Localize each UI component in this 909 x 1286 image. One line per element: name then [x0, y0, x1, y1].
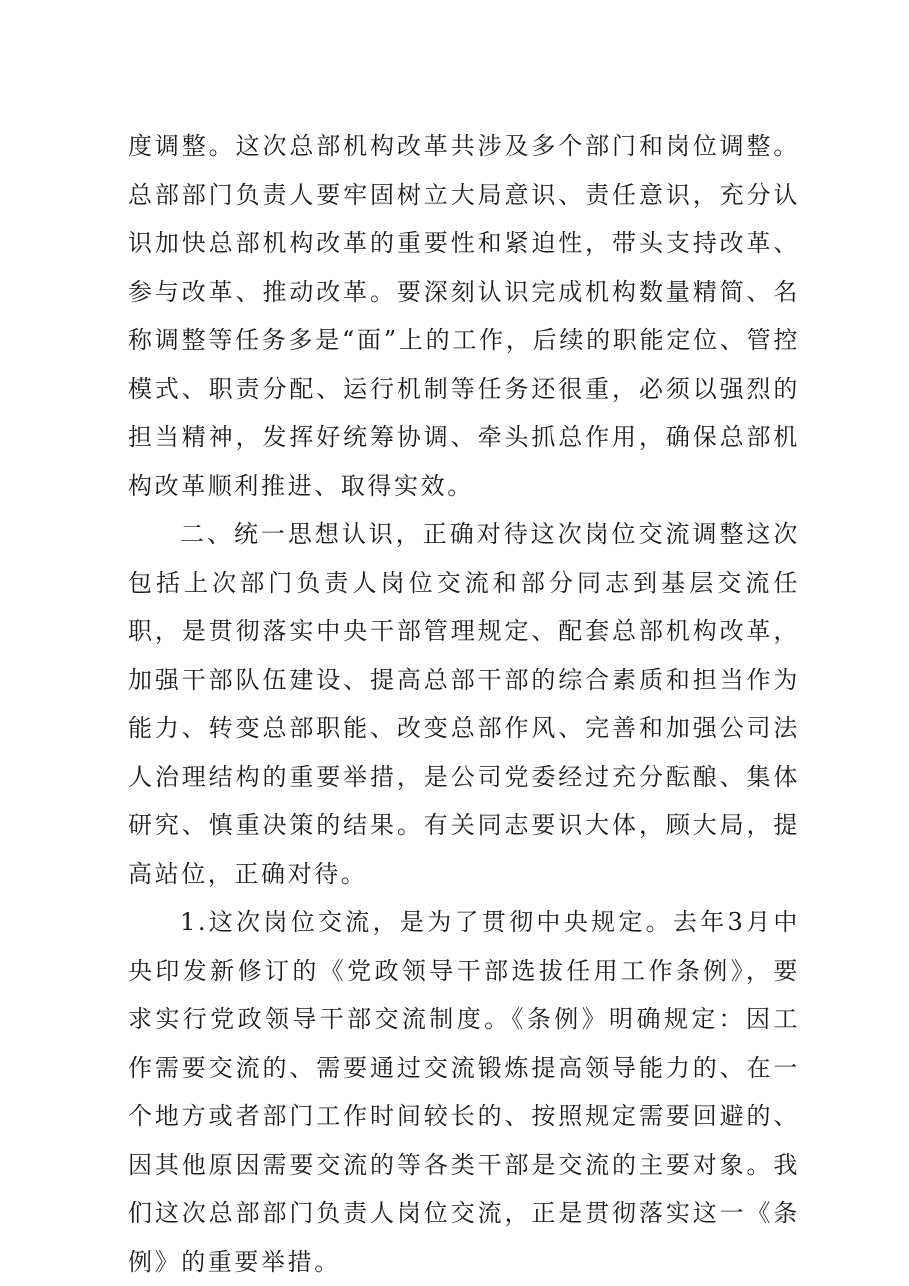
paragraph-2: 二、统一思想认识，正确对待这次岗位交流调整这次包括上次部门负责人岗位交流和部分同志到基层交流任职，是贯彻落实中央干部管理规定、配套总部机构改革，加强干部队伍建设、提高总部干部的综合素质和担当作为能力、转变总部职能、改变总部作风、完善和加强公司法人治理结构的重要举措，是公司党委经过充分酝酿、集体研究、慎重决策的结果。有关同志要识大体，顾大局，提高站位，正确对待。 [128, 520, 800, 888]
paragraph-1: 度调整。这次总部机构改革共涉及多个部门和岗位调整。总部部门负责人要牢固树立大局意识、责任意识，充分认识加快总部机构改革的重要性和紧迫性，带头支持改革、参与改革、推动改革。要深刻认识完成机构数量精简、名称调整等任务多是“面”上的工作，后续的职能定位、管控模式、职责分配、运行机制等任务还很重，必须以强烈的担当精神，发挥好统筹协调、牵头抓总作用，确保总部机构改革顺利推进、取得实效。 [128, 132, 800, 500]
document-body [128, 122, 800, 1286]
paragraph-3: 1.这次岗位交流，是为了贯彻中央规定。去年3月中央印发新修订的《党政领导干部选拔任用工作条例》，要求实行党政领导干部交流制度。《条例》明确规定：因工作需要交流的、需要通过交流锻炼提高领导能力的、在一个地方或者部门工作时间较长的、按照规定需要回避的、因其他原因需要交流的等各类干部是交流的主要对象。我们这次总部部门负责人岗位交流，正是贯彻落实这一《条例》的重要举措。 [128, 908, 800, 1276]
